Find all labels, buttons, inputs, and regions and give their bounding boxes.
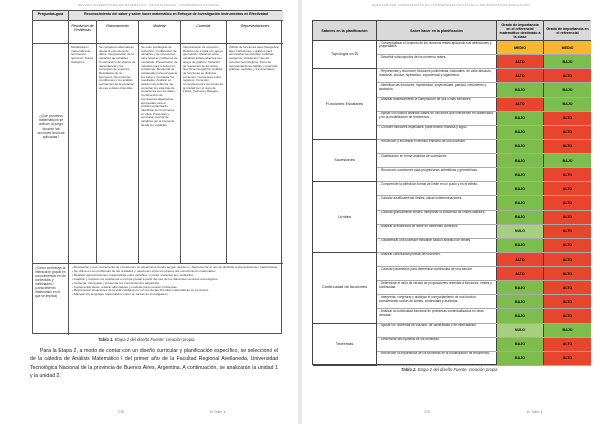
skill-text: - Calcular parámetros para determinar continuidad de una función.	[377, 267, 497, 280]
skill-text: - Analizar analíticamente la composición de dos o más funciones.	[377, 98, 497, 111]
table-row	[377, 168, 591, 182]
importance-badge: BAJO	[497, 309, 544, 322]
brand-text: El Taller	[527, 410, 540, 414]
importance-badge: ALTO	[544, 140, 591, 153]
logo-icon: ●	[223, 410, 226, 414]
page-number: 218	[118, 410, 124, 414]
importance-badge: ALTO	[544, 239, 591, 252]
table-row	[377, 182, 591, 196]
importance-badge: MEDIO	[544, 41, 591, 54]
skill-text: - Conocer funciones especiales: parte entera, mantisa y signo.	[377, 126, 497, 139]
footer-list-item: • Implementar ideas, realizar alternativas y modelar para resolver problemas.	[72, 284, 178, 289]
skill-text: - Calcular analíticamente límites, salvar indeterminaciones.	[377, 196, 497, 209]
right-page	[302, 0, 600, 424]
importance-badge: BAJO	[497, 211, 544, 224]
importance-badge: ALTO	[497, 69, 544, 82]
column-header: Razonamiento	[97, 21, 139, 44]
footer-list-item: • Se utiliza en los problemas de las unidades y relaciones entre los objetos del conocimiento matemático.	[72, 268, 217, 273]
skill-text: - Interpretar, conjeturar y anticipar el comportamiento de una función considerando noción de límites, continuidad y asíntotas.	[377, 295, 497, 308]
importance-badge: BAJO	[497, 281, 544, 294]
column-header: Saberes en la planificación	[313, 21, 377, 41]
importance-badge: ALTO	[544, 309, 591, 322]
importance-badge: BAJO	[497, 196, 544, 209]
table-row	[377, 352, 591, 366]
footer-question: ¿Cómo contribuye la interacción grupal en conocimientos en los contenidos y habilidades? (conocimiento matemático en el que se implica)	[33, 264, 69, 335]
table-row	[377, 225, 591, 239]
skill-text: - Analizar la continuidad funcional de problemas contextualizados en otras ciencias.	[377, 309, 497, 322]
question-cell	[33, 44, 69, 264]
skill-text: - Aplicar los Teoremas de Bolzano, de Weierstrass y de Intercalación.	[377, 324, 497, 337]
skill-text: - Determinar las hipótesis de los teoremas.	[377, 338, 497, 351]
importance-badge: ALTO	[544, 295, 591, 308]
table-row	[377, 267, 591, 281]
skill-text: - Calcular gráficamente límites. Interpretar la existencia de límites laterales.	[377, 211, 497, 224]
importance-badge: BAJO	[497, 352, 544, 365]
importance-badge: ALTO	[544, 69, 591, 82]
brand-text: El Taller	[210, 410, 223, 414]
footer-list-item: • Analizar y resolver los problemas en forma grupal a partir del uso de los diferentes recursos tecnológicos.	[72, 276, 219, 281]
importance-badge: BAJO	[497, 338, 544, 351]
table-header-row	[313, 21, 591, 41]
skill-text: - Conceptualizar el conjunto de los números reales aplicando sus definiciones y propiedades.	[377, 41, 497, 54]
importance-badge: BAJO	[544, 98, 591, 111]
table-cell: Interpretación de ecuación. Relación de escala con apoyo geométrico. Relación entre variables independientes con apoyo de gráficos. Relación de resolución de los datos fijos (Usa Geogebra). Análisis de funciones en distintos contextos. Conexiones entre registros. Conexión conceptual entre los temas de la unidad con el resto de Física, Química y Biología.	[181, 44, 227, 264]
importance-badge: BAJO	[497, 182, 544, 195]
reconocimiento-header: Reconocimiento del saber y saber hacer matemático en Enfoque de Investigación Instrumentos en Efectividad	[84, 12, 268, 16]
skill-text: - Reconocer sucesiones para progresiones aritméticas y geométricas.	[377, 168, 497, 181]
table-row	[377, 98, 591, 112]
skill-text: - Identificar las funciones: inyectividad, suryectividad, paridad, crecimiento y acotación.	[377, 83, 497, 96]
group-label: Teoremas	[313, 324, 377, 366]
running-head-left: REVISTA UNIVERSITARIA DE MATEMÁTICA · REVISTA MAGNA · UNIVERSIDAD NACIONAL	[78, 3, 220, 7]
importance-badge: BAJO	[497, 295, 544, 308]
footer-list-item: • Manejar los lenguajes matemáticos como en tareas de investigación.	[72, 292, 169, 297]
importance-badge: ALTO	[544, 267, 591, 280]
importance-badge: BAJO	[544, 55, 591, 68]
empty-header-cell	[33, 21, 69, 44]
importance-badge: NULO	[497, 324, 544, 337]
journal-brand	[527, 410, 543, 414]
table-row	[377, 112, 591, 126]
table-row	[377, 140, 591, 154]
table-row	[377, 338, 591, 352]
competency-table	[32, 10, 282, 334]
skill-text: - Representar y reconocer funciones polinómicas, racionales, de valor absoluto, irracional, circular, hiperbólico, exponencial y logarítmica.	[377, 69, 497, 82]
table-row	[377, 196, 591, 210]
left-page	[0, 0, 298, 424]
page-number: 219	[424, 410, 430, 414]
table-row	[377, 41, 591, 55]
footer-list-item: • Representar situaciones de la vida cotidiana con el uso de las fórmulas matemáticas en contextos.	[72, 288, 210, 293]
importance-badge: BAJO	[544, 324, 591, 337]
table-row	[377, 211, 591, 225]
table-row	[377, 69, 591, 83]
importance-badge: NULO	[497, 225, 544, 238]
skill-text: - Analizar continuidad puntual de funciones.	[377, 253, 497, 266]
skill-text: - Aplicar con soltura distintas clases de funciones que intervienen en Matemática y en la modelización de fenómenos.	[377, 112, 497, 125]
skill-text: - Analizar la existencia de límite en diferentes contextos.	[377, 225, 497, 238]
column-header: Resolución de Problemas	[69, 21, 97, 44]
group-label: Límites	[313, 182, 377, 253]
table-row	[377, 295, 591, 309]
column-header: Modelar	[139, 21, 181, 44]
table-row	[377, 154, 591, 168]
skill-text: - Describir subconjuntos de los números reales.	[377, 55, 497, 68]
table-row	[377, 55, 591, 69]
importance-badge: BAJO	[544, 154, 591, 167]
table-footer-row	[33, 264, 283, 335]
column-header: Conectar	[181, 21, 227, 44]
importance-badge: ALTO	[544, 253, 591, 266]
importance-badge: ALTO	[497, 253, 544, 266]
footer-list-item: • Conectar, interpretar y presentar los conocimientos adquiridos.	[72, 280, 160, 285]
table-subheader-row	[33, 21, 283, 44]
column-header: Saber hacer en la planificación	[377, 21, 497, 41]
footer-list-item: • Resolución y uso conveniente de ecuaciones en situaciones donde surgen desde un. Representar el uso de distintas representaciones matemáticas.	[72, 265, 279, 269]
importance-badge: ALTO	[497, 267, 544, 280]
importance-badge: ALTO	[544, 126, 591, 139]
table-cell: Utilizar de funciones para (Geogebra) Ejes Cartesianos y gráficos para acompañar los estudios. Gráficas, polígonos, simulación. Uso de recursos tecnológicos. Tipos de representaciones (tablas, numéricas, gráficas, verbales y transversales).	[229, 45, 280, 72]
group-label: Sucesiones	[313, 140, 377, 182]
table-row	[377, 309, 591, 323]
skill-text: - Comprender la definición formal de límite en un punto y en el infinito.	[377, 182, 497, 195]
group-label: Funciones Escalares	[313, 69, 377, 140]
importance-badge: ALTO	[544, 196, 591, 209]
skill-text: - Clasificación en forma analítica de sucesiones.	[377, 154, 497, 167]
importance-badge: ALTO	[544, 281, 591, 294]
importance-badge: ALTO	[544, 168, 591, 181]
importance-badge: ALTO	[544, 225, 591, 238]
table-header-row	[33, 11, 283, 21]
skill-text: - Reconocer y encontrar el término enésimo de una sucesión.	[377, 140, 497, 153]
pregunta-header: Preguntas-guía	[33, 11, 69, 21]
table-caption	[401, 367, 497, 372]
importance-badge: BAJO	[497, 168, 544, 181]
table-cell: Modelización matemática de fenómenos químicos, físicos, biológicos.	[69, 44, 97, 264]
table-row	[377, 239, 591, 253]
importance-badge: ALTO	[497, 98, 544, 111]
caption-text: Etapa 2 del diseño Fuente: creación propia	[416, 367, 498, 372]
table-body	[33, 44, 283, 264]
caption-label: Tabla 2.	[401, 367, 417, 372]
table-cell: Se conjeturan alternativas desde la estructura de datos. Interpretación de la variación de variables. Construcción de objetos de dependencia y los conceptos de soportes. Resultados de un fenómeno. Se enuncian condiciones y los análisis pertinentes de la ecuación de ese a datos obtenidos.	[97, 44, 139, 264]
importance-badge: MEDIO	[497, 41, 544, 54]
footer-list	[69, 264, 283, 335]
table-row	[377, 253, 591, 267]
guide-question: ¿Qué procesos matemáticos se activan al juego durante las acciones teóricas aplicadas?	[37, 114, 65, 140]
column-header: Grado de importancia en el referencial matemático destinado a la clase	[497, 21, 544, 41]
importance-badge: BAJO	[497, 83, 544, 96]
column-header: Representaciones	[240, 24, 270, 28]
importance-badge: BAJO	[497, 239, 544, 252]
skill-text: - Caracterizar una sucesión mediante cálculo analítico de límites.	[377, 239, 497, 252]
journal-brand	[210, 410, 226, 414]
importance-badge: BAJO	[497, 154, 544, 167]
table-row	[377, 281, 591, 295]
caption-text: Etapa 2 del diseño Fuente: creación propia	[113, 337, 195, 342]
importance-badge: ALTO	[544, 112, 591, 125]
table-caption	[98, 337, 194, 342]
group-label: Continuidad de funciones	[313, 253, 377, 324]
importance-badge: ALTO	[544, 211, 591, 224]
importance-badge: BAJO	[544, 83, 591, 96]
importance-badge: BAJO	[497, 112, 544, 125]
skill-text: - Reconocer la importancia de los teoremas en la modelización de fenómenos.	[377, 352, 497, 365]
importance-badge: ALTO	[544, 352, 591, 365]
table-cell: Se usan estrategias de reducción, modificación de variables y de ecuaciones para resolver problemas de modelado. Presentación de métodos para resolver los problemas. Búsqueda de estrategias para enriquecer los datos y contrastar los resultados. Analizar en relación al problema. Se conectan los sistemas de ecuaciones con los datos. Construcción de expresiones algebraicas apropiadas para el problema planteado. Identificar los fenómenos en ellos. Presentan y comparan teorías de variables por el concepto desde los variables.	[139, 44, 181, 264]
caption-label: Tabla 1.	[98, 337, 114, 342]
importance-table	[312, 20, 590, 365]
group-label: Topología en ℝ	[313, 41, 377, 69]
importance-badge: ALTO	[544, 338, 591, 351]
body-paragraph: Para la Etapa 2, a modo de contar con un diseño curricular y planificación específico, se seleccionó el de la cátedra de Análisis Matemático I del primer año de la Facultad Regional Avellaneda, Universidad Tecnológica Nacional de la provincia de Buenos Aires, Argentina. A continuación, se analizarán la unidad 1 y la unidad 2.	[30, 348, 278, 380]
importance-badge: ALTO	[544, 182, 591, 195]
running-head-right: ENFOQUE POR COMPETENCIAS EN LA ENSEÑANZA DE CÁLCULO: PROPUESTAS DE EVALUACIÓN	[372, 3, 530, 7]
table-row	[377, 126, 591, 140]
logo-icon: ●	[540, 410, 543, 414]
table-row	[377, 324, 591, 338]
importance-badge: ALTO	[497, 55, 544, 68]
column-header: Grado de importancia en el referencial	[546, 26, 589, 35]
importance-badge: BAJO	[497, 140, 544, 153]
table-row	[377, 83, 591, 97]
importance-badge: BAJO	[497, 126, 544, 139]
skill-text: - Determinar el valor de verdad de proposiciones referidas a funciones, límites y continuidad.	[377, 281, 497, 294]
footer-list-item: • Realizar aproximaciones matemáticas entre variables, y poder sustentar los resultados.	[72, 272, 194, 277]
